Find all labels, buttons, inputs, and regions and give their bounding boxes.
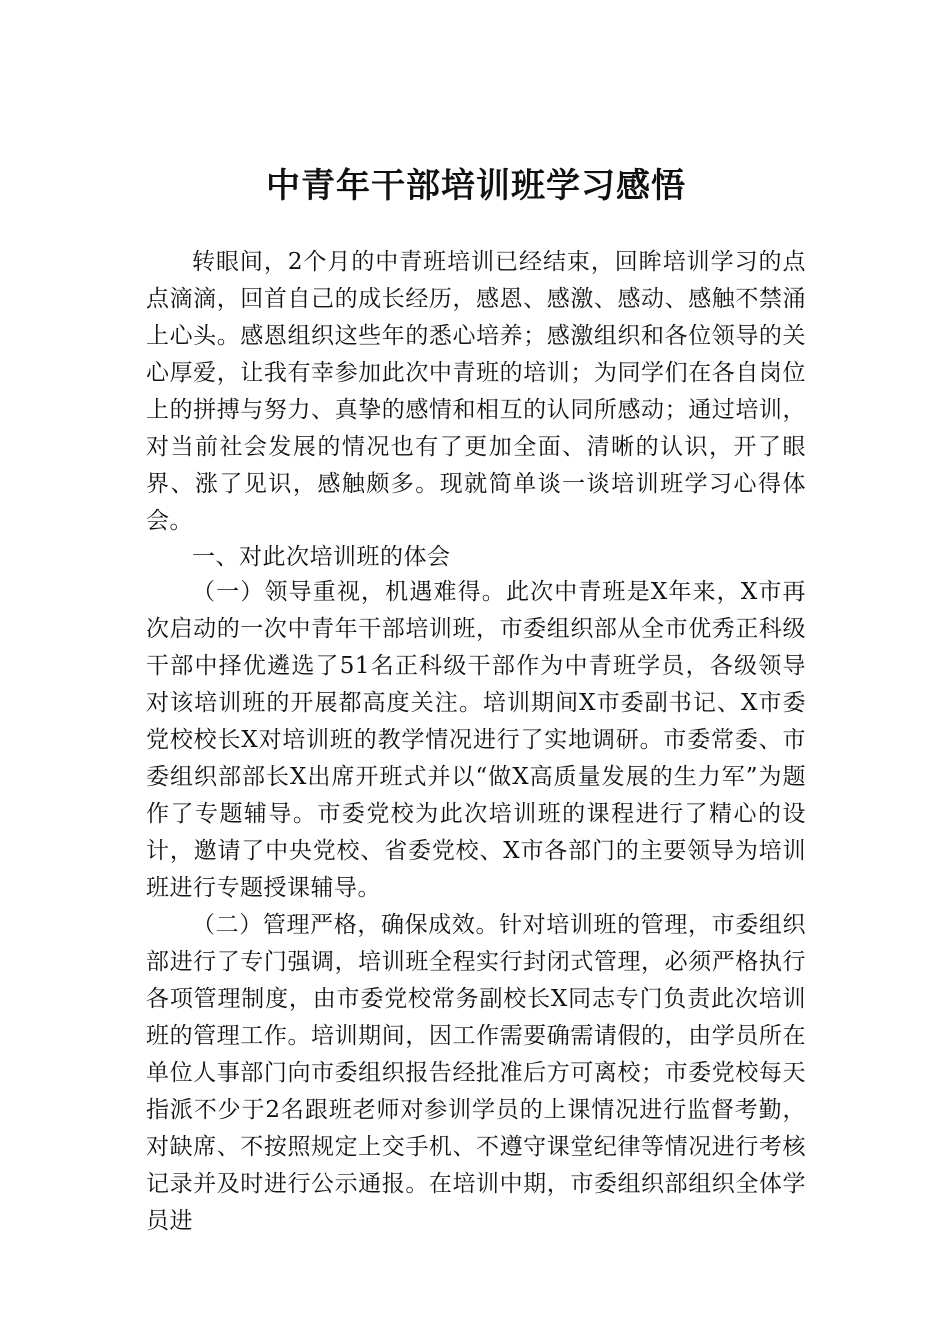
- section-heading: 一、对此次培训班的体会: [192, 544, 451, 570]
- intro-paragraph: 转眼间，2个月的中青班培训已经结束，回眸培训学习的点点滴滴，回首自己的成长经历，感恩、感激、感动、感触不禁涌上心头。感恩组织这些年的悉心培养；感激组织和各位领导的关心厚爱，让我有幸参加此次中青班的培训；为同学们在各自岗位上的拼搏与努力、真挚的感情和相互的认同所感动；通过培训，对当前社会发展的情况也有了更加全面、清晰的认识，开了眼界、涨了见识，感触颇多。现就简单谈一谈培训班学习心得体会。: [146, 249, 806, 534]
- document-title: 中青年干部培训班学习感悟: [266, 166, 686, 206]
- subsection-lead-2: （二）管理严格，确保成效。: [192, 912, 500, 938]
- subsection-lead-1: （一）领导重视，机遇难得。: [192, 579, 506, 605]
- subsection-body-1: 此次中青班是X年来，X市再次启动的一次中青年干部培训班，市委组织部从全市优秀正科级干部中择优遴选了51名正科级干部作为中青班学员，各级领导对该培训班的开展都高度关注。培训期间X市委副书记、X市委党校校长X对培训班的教学情况进行了实地调研。市委常委、市委组织部部长X出席开班式并以“做X高质量发展的生力军”为题作了专题辅导。市委党校为此次培训班的课程进行了精心的设计，邀请了中央党校、省委党校、X市各部门的主要领导为培训班进行专题授课辅导。: [146, 579, 807, 901]
- document-page: [146, 160, 806, 1240]
- subsection-paragraph-1: [146, 574, 806, 907]
- subsection-body-2: 针对培训班的管理，市委组织部进行了专门强调，培训班全程实行封闭式管理，必须严格执行各项管理制度，由市委党校常务副校长X同志专门负责此次培训班的管理工作。培训期间，因工作需要确需请假的，由学员所在单位人事部门向市委组织报告经批准后方可离校；市委党校每天指派不少于2名跟班老师对参训学员的上课情况进行监督考勤，对缺席、不按照规定上交手机、不遵守课堂纪律等情况进行考核记录并及时进行公示通报。在培训中期，市委组织部组织全体学员进: [146, 912, 807, 1234]
- subsection-paragraph-2: [146, 907, 806, 1240]
